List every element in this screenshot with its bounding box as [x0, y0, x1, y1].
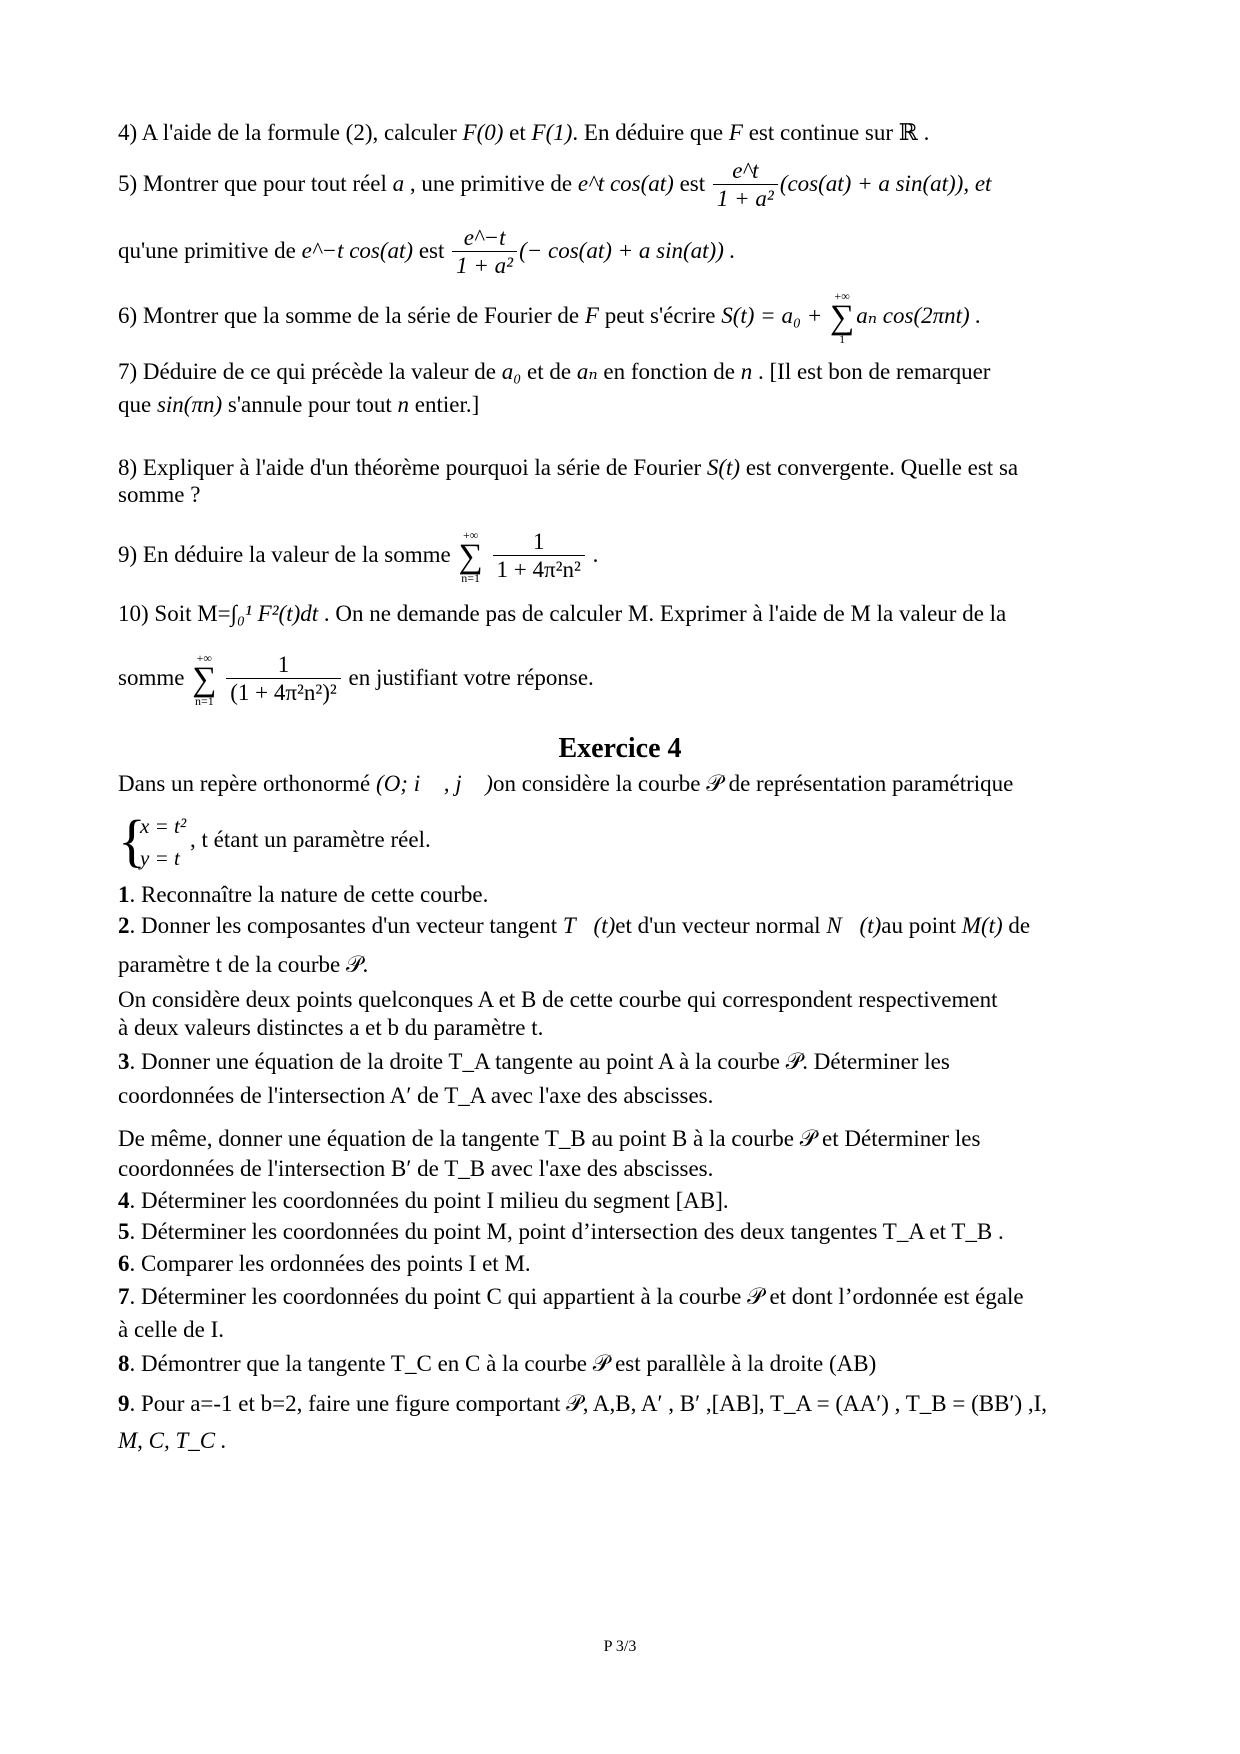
question-9: [118, 525, 598, 585]
q4-and: et: [503, 120, 532, 145]
q6-term: aₙ cos(2πnt) .: [856, 303, 982, 328]
left-brace-icon: {: [118, 808, 146, 873]
ex4-item-9-line-2: M, C, T_C .: [118, 1428, 227, 1453]
q7-line2-text: que: [118, 392, 157, 417]
ex4-frame: (O; i⃗ , j⃗ ): [376, 771, 493, 796]
q5-den1: 1 + a²: [716, 186, 774, 212]
q10-num: 1: [226, 652, 341, 679]
question-4: [118, 119, 929, 147]
q9-den: 1 + 4π²n²: [496, 557, 581, 583]
item-2-mid2: au point: [881, 913, 962, 938]
ex4-item-3: [118, 1048, 950, 1076]
q5-num1: e^t: [713, 158, 778, 185]
q4-text: 4) A l'aide de la formule (2), calculer: [118, 120, 463, 145]
q7-mid: en fonction de: [597, 359, 741, 384]
q5-den2: 1 + a²: [456, 253, 514, 279]
sigma-symbol: ∑: [458, 537, 483, 575]
q4-f0: F(0): [462, 120, 504, 145]
item-1-text: . Reconnaître la nature de cette courbe.: [129, 882, 489, 907]
q7-sin: sin(πn): [156, 392, 223, 417]
q5-text: 5) Montrer que pour tout réel: [118, 171, 393, 196]
item-1-number: 1: [118, 882, 130, 907]
q10-sum-bottom: n=1: [194, 693, 214, 708]
item-6-number: 6: [118, 1251, 130, 1276]
ex4-item-5: [118, 1218, 1004, 1246]
q7-a0: a₀: [501, 359, 522, 384]
q4-end: est continue sur ℝ .: [742, 120, 930, 145]
q7-line2-end: s'annule pour tout: [222, 392, 398, 417]
q5-a: a: [392, 171, 405, 196]
item-2-M: M(t): [961, 913, 1003, 938]
ex4-item-3-line-2: coordonnées de l'intersection A′ de T_A avec l'axe des abscisses.: [118, 1083, 714, 1108]
question-7-line-1: [118, 358, 990, 386]
q9-sum-bottom: n=1: [461, 570, 481, 585]
q7-end: . [Il est bon de remarquer: [752, 359, 991, 384]
q5-expr2: e^−t cos(at): [301, 238, 414, 263]
ex4-context-2: à deux valeurs distinctes a et b du paramètre t.: [118, 1015, 544, 1040]
question-5-line-1: [118, 156, 991, 213]
item-8-number: 8: [118, 1351, 130, 1376]
item-3-number: 3: [118, 1049, 130, 1074]
item-2-text: . Donner les composantes d'un vecteur tangent: [129, 913, 563, 938]
q7-text: 7) Déduire de ce qui précède la valeur de: [118, 359, 502, 384]
item-2-tangent: T⃗(t): [562, 913, 616, 938]
q5-num2: e^−t: [452, 225, 517, 252]
item-3-text: . Donner une équation de la droite T_A tangente au point A à la courbe 𝒫. Déterminer les: [129, 1049, 950, 1074]
q8-end: est convergente. Quelle est sa: [740, 455, 1019, 480]
q9-num: 1: [493, 529, 585, 556]
q5-mid: , une primitive de: [404, 171, 578, 196]
q5-expr1: e^t cos(at): [577, 171, 674, 196]
q10-text: 10) Soit M=: [118, 601, 231, 626]
q8-text: 8) Expliquer à l'aide d'un théorème pourquoi la série de Fourier: [118, 455, 707, 480]
ex4-item-7: [118, 1283, 1024, 1311]
item-7-number: 7: [118, 1284, 130, 1309]
q8-line2: somme ?: [118, 482, 201, 507]
q7-an: aₙ: [576, 359, 598, 384]
q10-fraction: [226, 652, 341, 707]
question-10-line-1: [118, 600, 1006, 628]
ex4-item-9: [118, 1390, 1047, 1418]
system-x: x = t²: [140, 814, 187, 838]
item-2-normal: N⃗(t): [826, 913, 882, 938]
q9-sum: [459, 529, 483, 585]
item-6-text: . Comparer les ordonnées des points I et M.: [129, 1251, 531, 1276]
q10-integral: ∫₀¹ F²(t)dt: [230, 601, 319, 626]
q4-mid: . En déduire que: [572, 120, 729, 145]
question-10-line-2: [118, 648, 594, 708]
ex4-context-1: On considère deux points quelconques A et B de cette courbe qui correspondent respectivement: [118, 987, 998, 1012]
page-number: P 3/3: [603, 1638, 637, 1655]
question-6: [118, 288, 981, 346]
item-7-text: . Déterminer les coordonnées du point C qui appartient à la courbe 𝒫 et dont l’ordonnée est égale: [129, 1284, 1024, 1309]
sigma-symbol: ∑: [192, 660, 217, 698]
question-8-line-2: [118, 481, 200, 509]
sigma-symbol: ∑: [829, 298, 855, 336]
item-5-text: . Déterminer les coordonnées du point M, point d’intersection des deux tangentes T_A et T_B .: [129, 1219, 1004, 1244]
item-4-text: . Déterminer les coordonnées du point I milieu du segment [AB].: [129, 1188, 729, 1213]
q8-st: S(t): [706, 455, 741, 480]
question-7-line-2: [118, 391, 479, 419]
q10-line2-end: en justifiant votre réponse.: [342, 665, 594, 690]
ex4-item-4: [118, 1187, 729, 1215]
q6-sum-top: +∞: [834, 288, 850, 303]
item-4-number: 4: [118, 1188, 130, 1213]
q7-et: et de: [521, 359, 577, 384]
q4-f1: F(1): [531, 120, 573, 145]
ex4-intro-end: on considère la courbe 𝒫 de représentation paramétrique: [492, 771, 1014, 796]
system-y: y = t: [140, 846, 180, 870]
q9-end: .: [586, 542, 599, 567]
q6-text: 6) Montrer que la somme de la série de Fourier de: [118, 303, 585, 328]
ex4-item-3-line-4: coordonnées de l'intersection B′ de T_B avec l'axe des abscisses.: [118, 1156, 714, 1181]
item-8-text: . Démontrer que la tangente T_C en C à la courbe 𝒫 est parallèle à la droite (AB): [129, 1351, 877, 1376]
q5-est: est: [673, 171, 711, 196]
q5-line2-text: qu'une primitive de: [118, 238, 302, 263]
q9-sum-top: +∞: [462, 527, 479, 542]
q6-F: F: [584, 303, 599, 328]
q5-tail2: (− cos(at) + a sin(at)) .: [519, 238, 736, 263]
ex4-intro-text: Dans un repère orthonormé: [118, 771, 377, 796]
q4-F: F: [728, 120, 743, 145]
item-2-number: 2: [118, 913, 130, 938]
parametric-system: [118, 808, 187, 876]
q5-est-2: est: [413, 238, 451, 263]
q5-fraction-2: [452, 225, 517, 280]
question-5-line-2: [118, 223, 735, 280]
ex4-item-1: [118, 881, 488, 909]
q7-n: n: [740, 359, 753, 384]
question-8-line-1: [118, 454, 1018, 482]
q10-sum: [192, 652, 216, 708]
q7-n2: n: [397, 392, 409, 417]
item-2-end: de: [1002, 913, 1031, 938]
q9-fraction: [493, 529, 585, 584]
q6-sum: [830, 290, 854, 346]
q10-sum-top: +∞: [196, 650, 212, 665]
q5-fraction-1: [713, 158, 778, 213]
item-2-mid: et d'un vecteur normal: [615, 913, 827, 938]
ex4-item-2-line-2: paramètre t de la courbe 𝒫.: [118, 952, 369, 977]
ex4-intro: [118, 770, 1013, 798]
exercise-title: Exercice 4: [558, 733, 682, 764]
q5-tail1: (cos(at) + a sin(at)), et: [779, 171, 992, 196]
q7-line2-tail: entier.]: [409, 392, 480, 417]
item-9-text: . Pour a=-1 et b=2, faire une figure comportant 𝒫, A,B, A′ , B′ ,[AB], T_A = (AA′) , T_B = (BB′) ,I,: [129, 1391, 1048, 1416]
ex4-item-6: [118, 1250, 531, 1278]
item-5-number: 5: [118, 1219, 130, 1244]
q6-lhs: S(t) = a₀ +: [721, 303, 828, 328]
ex4-item-7-line-2: à celle de I.: [118, 1317, 224, 1342]
q6-mid: peut s'écrire: [598, 303, 722, 328]
q10-den: (1 + 4π²n²)²: [230, 680, 337, 706]
item-9-number: 9: [118, 1391, 130, 1416]
q6-sum-bottom: 1: [839, 331, 846, 346]
q9-text: 9) En déduire la valeur de la somme: [118, 542, 457, 567]
ex4-item-2: [118, 912, 1030, 940]
system-note: , t étant un paramètre réel.: [190, 827, 431, 852]
q10-mid: . On ne demande pas de calculer M. Exprimer à l'aide de M la valeur de la: [318, 601, 1007, 626]
q10-line2-text: somme: [118, 665, 191, 690]
ex4-item-8: [118, 1350, 876, 1378]
ex4-item-3-line-3: De même, donner une équation de la tangente T_B au point B à la courbe 𝒫 et Déterminer les: [118, 1126, 981, 1151]
